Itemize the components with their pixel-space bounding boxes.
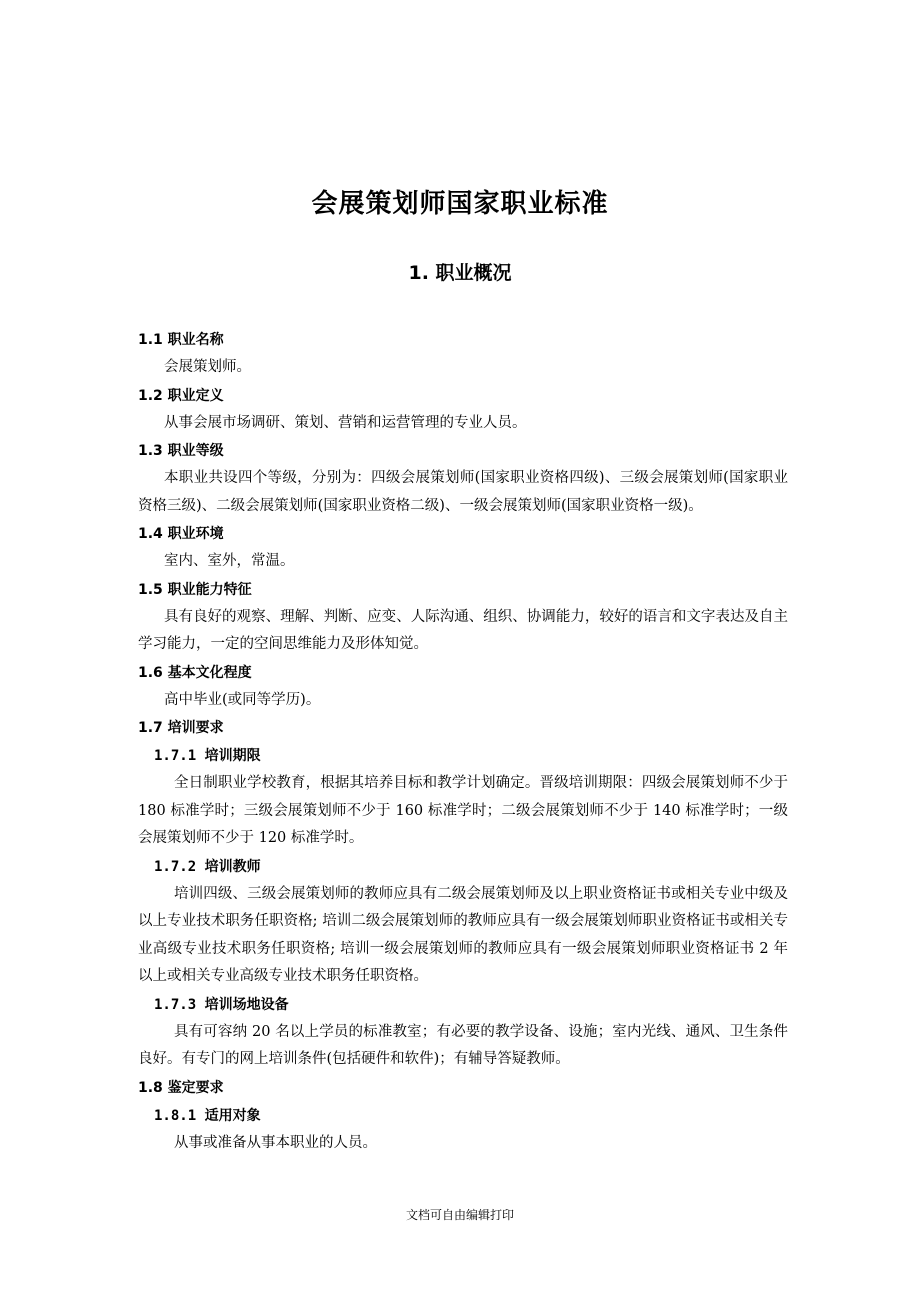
section-text-1-4: 室内、室外，常温。	[164, 553, 295, 569]
subsection-heading-1-7-2: 1.7.2 培训教师	[154, 858, 261, 875]
section-heading-1-5: 1.5 职业能力特征	[138, 581, 252, 598]
section-heading-1-1: 1.1 职业名称	[138, 332, 224, 348]
subsection-text-1-8-1: 从事或准备从事本职业的人员。	[174, 1134, 377, 1151]
section-text-1-1: 会展策划师。	[164, 359, 251, 375]
subsection-heading-1-7-1: 1.7.1 培训期限	[154, 748, 261, 764]
subsection-heading-1-8-1: 1.8.1 适用对象	[154, 1107, 261, 1124]
section-heading-1-6: 1.6 基本文化程度	[138, 664, 252, 681]
chapter-heading: 1. 职业概况	[408, 262, 512, 284]
section-text-1-5: 具有良好的观察、理解、判断、应变、人际沟通、组织、协调能力，较好的语言和文字表达及自主学习能力，一定的空间思维能力及形体知觉。	[138, 608, 788, 652]
document-body	[138, 326, 788, 1157]
section-heading-1-3: 1.3 职业等级	[138, 443, 224, 459]
section-text-1-3: 本职业共设四个等级，分别为：四级会展策划师(国家职业资格四级)、三级会展策划师(国家职业资格三级)、二级会展策划师(国家职业资格二级)、一级会展策划师(国家职业资格一级)。	[138, 470, 788, 514]
subsection-text-1-7-3: 具有可容纳 20 名以上学员的标准教室；有必要的教学设备、设施；室内光线、通风、卫生条件良好。有专门的网上培训条件(包括硬件和软件)；有辅导答疑教师。	[138, 1023, 788, 1067]
subsection-text-1-7-2: 培训四级、三级会展策划师的教师应具有二级会展策划师及以上职业资格证书或相关专业中级及以上专业技术职务任职资格; 培训二级会展策划师的教师应具有一级会展策划师职业资格证书或相关专业高级专业技术职务任职资格; 培训一级会展策划师的教师应具有一级会展策划师职业资格证书 2 年以上或相关专业高级专业技术职务任职资格。	[138, 885, 788, 984]
subsection-text-1-7-1: 全日制职业学校教育，根据其培养目标和教学计划确定。晋级培训期限：四级会展策划师不少于 180 标准学时；三级会展策划师不少于 160 标准学时；二级会展策划师不少于 140 标准学时；一级会展策划师不少于 120 标准学时。	[138, 775, 788, 846]
section-heading-1-7: 1.7 培训要求	[138, 720, 224, 736]
section-text-1-2: 从事会展市场调研、策划、营销和运营管理的专业人员。	[164, 414, 527, 431]
subsection-heading-1-7-3: 1.7.3 培训场地设备	[154, 996, 289, 1013]
document-title: 会展策划师国家职业标准	[311, 189, 609, 219]
section-text-1-6: 高中毕业(或同等学历)。	[164, 691, 321, 708]
section-heading-1-2: 1.2 职业定义	[138, 387, 224, 404]
page-footer: 文档可自由编辑打印	[405, 1208, 514, 1222]
section-heading-1-8: 1.8 鉴定要求	[138, 1079, 224, 1096]
section-heading-1-4: 1.4 职业环境	[138, 526, 224, 542]
